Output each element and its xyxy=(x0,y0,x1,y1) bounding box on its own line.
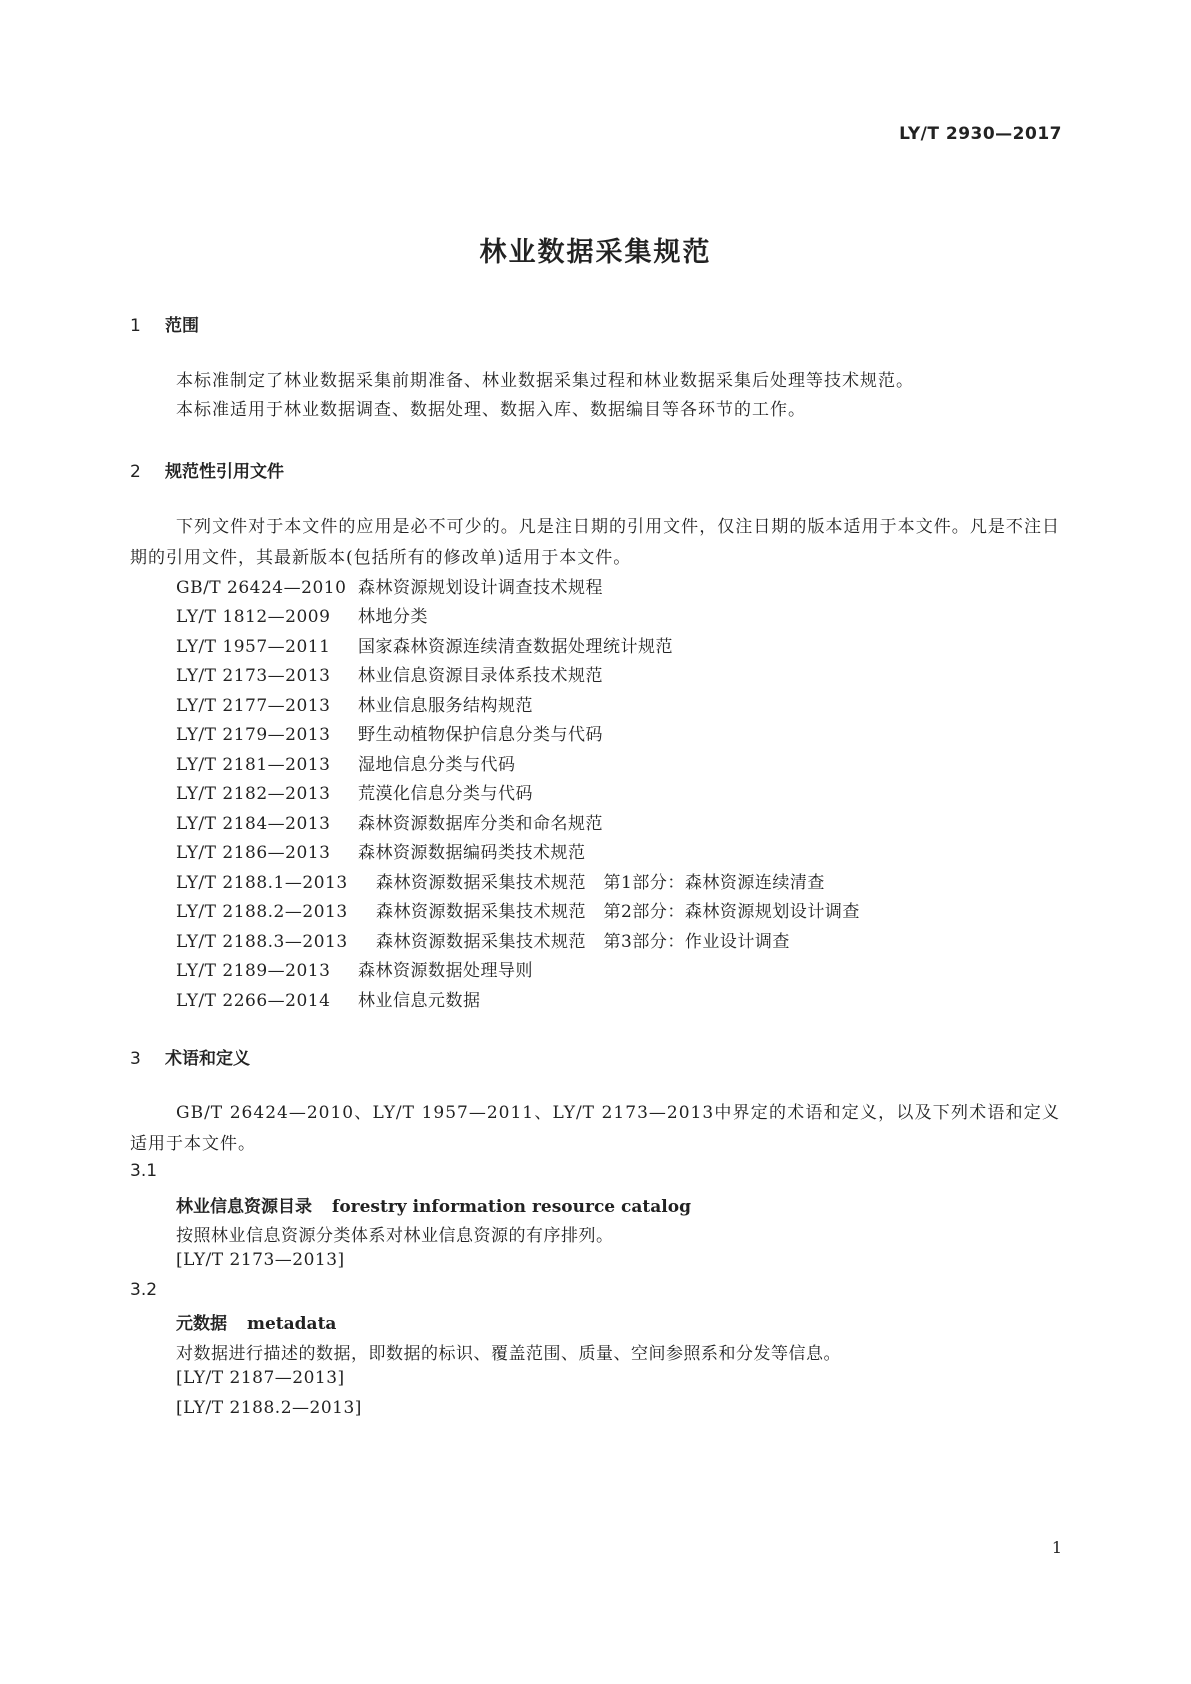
section-3-heading xyxy=(130,1044,250,1069)
reference-title: 林地分类 xyxy=(358,607,428,627)
term-number: 3.2 xyxy=(130,1280,158,1300)
reference-code: LY/T 2186—2013 xyxy=(176,843,331,863)
reference-code: LY/T 2181—2013 xyxy=(176,755,331,775)
reference-title: 森林资源数据处理导则 xyxy=(358,961,533,981)
reference-code: GB/T 26424—2010 xyxy=(176,578,347,598)
reference-item xyxy=(176,986,481,1011)
term-definition: 按照林业信息资源分类体系对林业信息资源的有序排列。 xyxy=(176,1226,614,1246)
reference-item xyxy=(176,602,428,627)
reference-code: LY/T 1957—2011 xyxy=(176,637,331,657)
section-1-paragraph-1: 本标准制定了林业数据采集前期准备、林业数据采集过程和林业数据采集后处理等技术规范。 xyxy=(176,371,914,391)
reference-item xyxy=(176,868,825,893)
section-3-paragraph-1: GB/T 26424—2010、LY/T 1957—2011、LY/T 2173—2013中界定的术语和定义，以及下列术语和定义适用于本文件。 xyxy=(130,1103,1060,1154)
page-number: 1 xyxy=(1051,1538,1062,1557)
reference-item xyxy=(176,927,790,952)
reference-title: 野生动植物保护信息分类与代码 xyxy=(358,725,603,745)
section-2-heading xyxy=(130,457,284,482)
section-title: 术语和定义 xyxy=(165,1049,250,1069)
reference-title: 湿地信息分类与代码 xyxy=(358,755,516,775)
reference-title: 森林资源数据采集技术规范 第3部分：作业设计调查 xyxy=(376,932,790,952)
reference-item xyxy=(176,720,603,745)
term-source: [LY/T 2188.2—2013] xyxy=(176,1398,362,1418)
term-source: [LY/T 2173—2013] xyxy=(176,1250,345,1270)
term-source: [LY/T 2187—2013] xyxy=(176,1368,345,1388)
reference-item xyxy=(176,838,586,863)
term-number: 3.1 xyxy=(130,1161,158,1181)
term-definition: 对数据进行描述的数据，即数据的标识、覆盖范围、质量、空间参照系和分发等信息。 xyxy=(176,1344,841,1364)
reference-item xyxy=(176,956,533,981)
reference-title: 荒漠化信息分类与代码 xyxy=(358,784,533,804)
reference-title: 森林资源数据库分类和命名规范 xyxy=(358,814,603,834)
reference-item xyxy=(176,809,603,834)
term-heading xyxy=(176,1309,336,1334)
reference-title: 森林资源数据编码类技术规范 xyxy=(358,843,586,863)
term-heading xyxy=(176,1192,691,1217)
standard-code: LY/T 2930—2017 xyxy=(899,124,1062,144)
section-number: 3 xyxy=(130,1049,141,1069)
term-en: metadata xyxy=(247,1314,337,1334)
reference-code: LY/T 2188.1—2013 xyxy=(176,873,348,893)
reference-code: LY/T 2184—2013 xyxy=(176,814,331,834)
reference-title: 林业信息资源目录体系技术规范 xyxy=(358,666,603,686)
reference-code: LY/T 2179—2013 xyxy=(176,725,331,745)
document-title: 林业数据采集规范 xyxy=(479,237,712,268)
term-zh: 林业信息资源目录 xyxy=(176,1197,312,1217)
reference-code: LY/T 1812—2009 xyxy=(176,607,331,627)
term-en: forestry information resource catalog xyxy=(332,1197,691,1217)
section-2-paragraph-1: 下列文件对于本文件的应用是必不可少的。凡是注日期的引用文件，仅注日期的版本适用于本文件。凡是不注日期的引用文件，其最新版本(包括所有的修改单)适用于本文件。 xyxy=(130,517,1060,568)
reference-code: LY/T 2189—2013 xyxy=(176,961,331,981)
reference-item xyxy=(176,750,516,775)
reference-code: LY/T 2173—2013 xyxy=(176,666,331,686)
reference-code: LY/T 2188.3—2013 xyxy=(176,932,348,952)
section-1-paragraph-2: 本标准适用于林业数据调查、数据处理、数据入库、数据编目等各环节的工作。 xyxy=(176,400,806,420)
reference-title: 国家森林资源连续清查数据处理统计规范 xyxy=(358,637,673,657)
reference-code: LY/T 2177—2013 xyxy=(176,696,331,716)
reference-item xyxy=(176,779,533,804)
term-zh: 元数据 xyxy=(176,1314,227,1334)
reference-item xyxy=(176,661,603,686)
reference-code: LY/T 2266—2014 xyxy=(176,991,331,1011)
reference-title: 林业信息元数据 xyxy=(358,991,481,1011)
section-1-heading xyxy=(130,311,199,336)
reference-title: 森林资源数据采集技术规范 第1部分：森林资源连续清查 xyxy=(376,873,825,893)
section-number: 1 xyxy=(130,316,141,336)
section-number: 2 xyxy=(130,462,141,482)
reference-item xyxy=(176,573,603,598)
reference-title: 森林资源数据采集技术规范 第2部分：森林资源规划设计调查 xyxy=(376,902,860,922)
reference-code: LY/T 2182—2013 xyxy=(176,784,331,804)
reference-title: 森林资源规划设计调查技术规程 xyxy=(358,578,603,598)
reference-item xyxy=(176,897,860,922)
section-title: 范围 xyxy=(165,316,199,336)
reference-title: 林业信息服务结构规范 xyxy=(358,696,533,716)
section-title: 规范性引用文件 xyxy=(165,462,284,482)
reference-item xyxy=(176,691,533,716)
reference-code: LY/T 2188.2—2013 xyxy=(176,902,348,922)
reference-item xyxy=(176,632,673,657)
